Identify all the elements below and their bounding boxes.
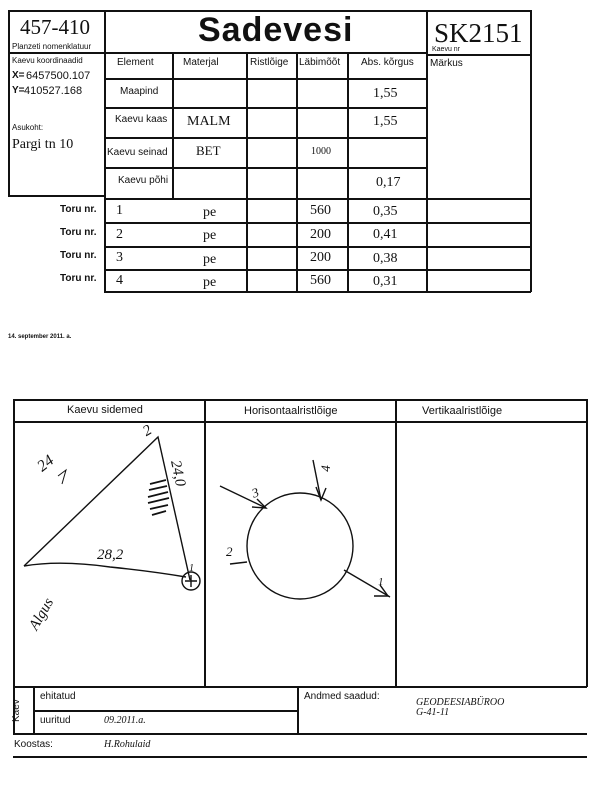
col-horizontal-section: Horisontaalristlõige xyxy=(244,405,338,417)
pipe-diameter: 200 xyxy=(310,227,331,242)
row-diameter: 1000 xyxy=(311,146,331,157)
distance-label: 24,0 xyxy=(167,458,189,488)
y-value: 410527.168 xyxy=(24,85,83,97)
nomenclature-value: 457-410 xyxy=(20,15,90,39)
row-abs-height: 1,55 xyxy=(373,86,398,101)
well-label: Kaev xyxy=(11,699,22,722)
pipe-abs-height: 0,38 xyxy=(373,251,398,266)
built-label: ehitatud xyxy=(40,691,76,702)
compiled-value: H.Rohulaid xyxy=(104,739,151,750)
distance-label: 24 xyxy=(34,451,58,476)
y-label: Y= xyxy=(12,85,25,96)
col-element: Element xyxy=(117,57,154,68)
address-value: Pargi tn 10 xyxy=(12,137,74,152)
surveyed-label: uuritud xyxy=(40,715,71,726)
date-note: 14. september 2011. a. xyxy=(8,334,72,340)
x-label: X= xyxy=(12,70,25,81)
pipe-label: Toru nr. xyxy=(60,227,97,238)
row-element: Maapind xyxy=(120,86,159,97)
pipe-abs-height: 0,41 xyxy=(373,227,398,242)
coordinates-label: Kaevu koordinaadid xyxy=(12,56,83,65)
col-cross-section: Ristlõige xyxy=(250,57,289,68)
pipe-diameter: 560 xyxy=(310,203,331,218)
sketch-point-label: 1 xyxy=(189,563,194,574)
row-element: Kaevu kaas xyxy=(115,114,168,125)
horizontal-section-sketch xyxy=(220,460,390,599)
page-title: Sadevesi xyxy=(198,11,354,49)
pipe-material: pe xyxy=(203,252,217,267)
pipe-marker-label: 1 xyxy=(378,576,384,588)
pipe-material: pe xyxy=(203,275,217,290)
pipe-nr: 4 xyxy=(116,273,123,288)
data-received-label: Andmed saadud: xyxy=(304,691,380,702)
data-received-code: G-41-11 xyxy=(416,707,450,718)
pipe-material: pe xyxy=(203,205,217,220)
col-vertical-section: Vertikaalristlõige xyxy=(422,405,503,417)
pipe-marker-label: 2 xyxy=(226,544,233,559)
well-id: SK2151 xyxy=(434,18,523,48)
col-abs-height: Abs. kõrgus xyxy=(361,57,414,68)
sketch-note: Algus xyxy=(26,595,58,634)
pipe-label: Toru nr. xyxy=(60,204,97,215)
row-element: Kaevu seinad xyxy=(107,147,168,158)
compiled-label: Koostas: xyxy=(14,739,53,750)
pipe-label: Toru nr. xyxy=(60,273,97,284)
col-remarks: Märkus xyxy=(430,58,463,69)
pipe-nr: 3 xyxy=(116,250,123,265)
pipe-abs-height: 0,31 xyxy=(373,274,398,289)
x-value: 6457500.107 xyxy=(26,70,91,82)
pipe-nr: 2 xyxy=(116,227,123,242)
pipe-marker-label: 3 xyxy=(249,484,261,501)
pipe-material: pe xyxy=(203,228,217,243)
pipe-nr: 1 xyxy=(116,203,123,218)
row-material: MALM xyxy=(187,114,231,129)
pipe-diameter: 200 xyxy=(310,250,331,265)
sketch-point-label: 2 xyxy=(140,422,155,440)
pipe-label: Toru nr. xyxy=(60,250,97,261)
col-well-links: Kaevu sidemed xyxy=(67,404,143,416)
col-material: Materjal xyxy=(183,57,219,68)
address-label: Asukoht: xyxy=(12,123,44,132)
row-abs-height: 1,55 xyxy=(373,114,398,129)
pipe-diameter: 560 xyxy=(310,273,331,288)
surveyed-value: 09.2011.a. xyxy=(104,715,146,726)
col-diameter: Läbimõõt xyxy=(299,57,341,68)
data-received-value: GEODEESIABÜROO xyxy=(416,697,505,708)
pipe-abs-height: 0,35 xyxy=(373,204,398,219)
distance-label: 28,2 xyxy=(97,547,124,563)
row-abs-height: 0,17 xyxy=(376,175,401,190)
pipe-marker-label: 4 xyxy=(317,465,333,472)
row-material: BET xyxy=(196,143,221,158)
nomenclature-label: Planzeti nomenklatuur xyxy=(12,42,92,51)
row-element: Kaevu põhi xyxy=(118,175,169,186)
well-id-label: Kaevu nr xyxy=(432,46,461,53)
